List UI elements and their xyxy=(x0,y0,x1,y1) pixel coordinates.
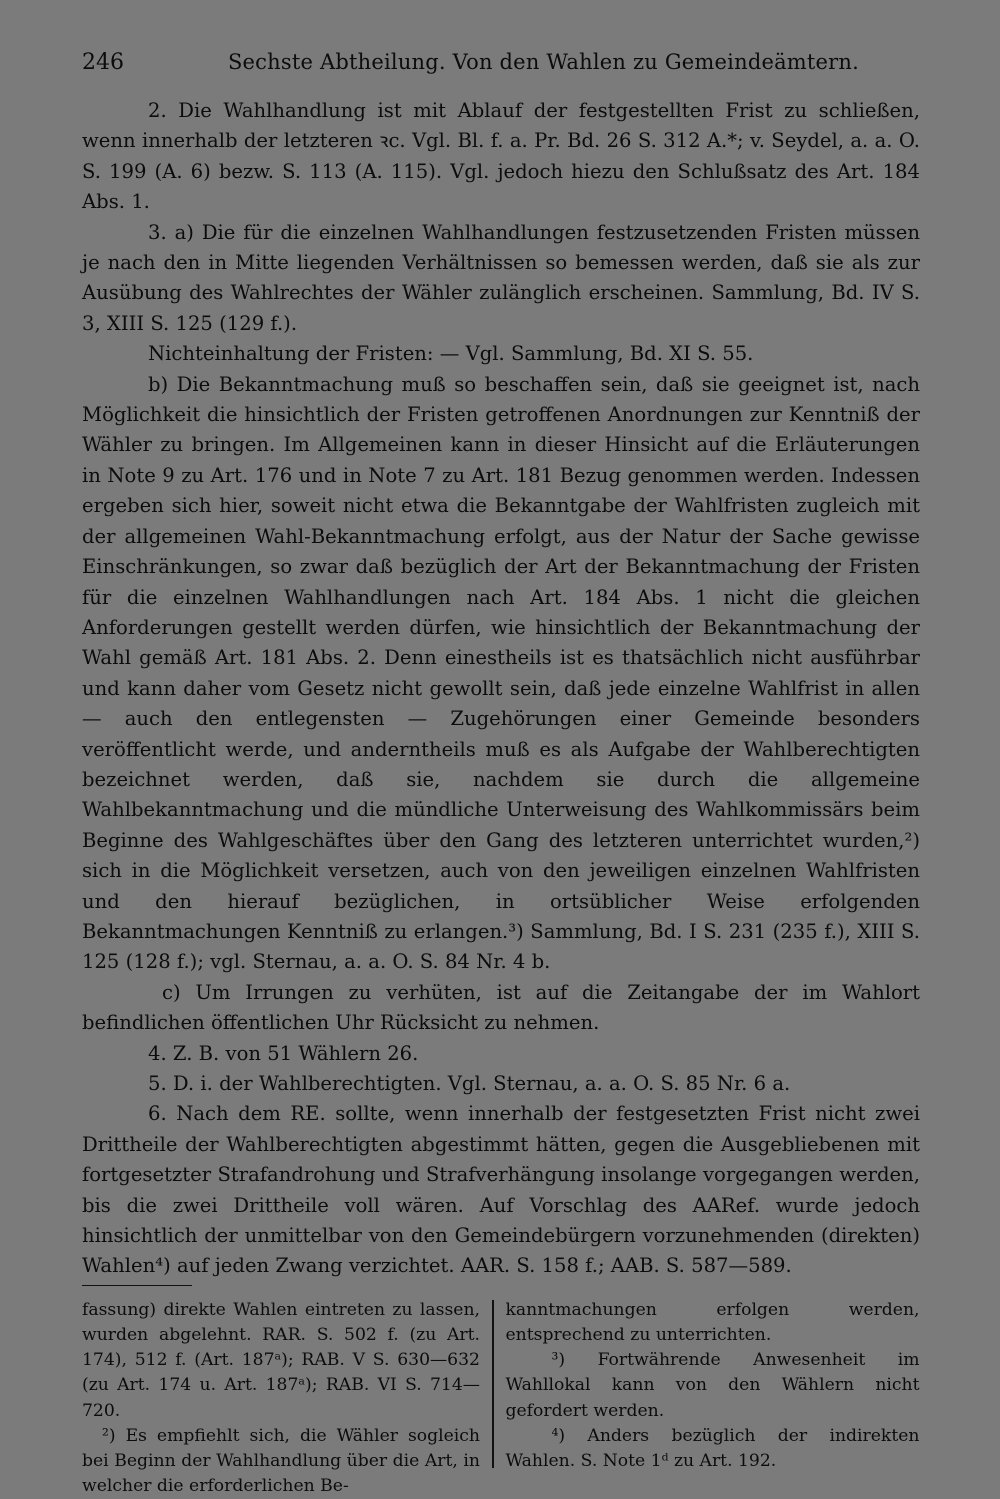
running-title: Sechste Abtheilung. Von den Wahlen zu Gemeindeämtern. xyxy=(227,50,860,74)
footnote-column-right xyxy=(494,1298,920,1499)
note-3b-paragraph: b) Die Bekanntmachung muß so beschaffen sein, daß sie geeignet ist, nach Möglichkeit die hinsichtlich der Fristen getroffenen Anordnungen zur Kenntniß der Wähler zu bringen. Im Allgemeinen kann in dieser Hinsicht auf die Erläuterungen in Note 9 zu Art. 176 und in Note 7 zu Art. 181 Bezug genommen werden. Indessen ergeben sich hier, soweit nicht etwa die Bekanntgabe der Wahlfristen zugleich mit der allgemeinen Wahl-Bekanntmachung erfolgt, aus der Natur der Sache gewisse Einschränkungen, so zwar daß bezüglich der Art der Bekanntmachung der Fristen für die einzelnen Wahlhandlungen nach Art. 184 Abs. 1 nicht die gleichen Anforderungen gestellt werden dürfen, wie hinsichtlich der Bekanntmachung der Wahl gemäß Art. 181 Abs. 2. Denn einestheils ist es thatsächlich nicht ausführbar und kann daher vom Gesetz nicht gewollt sein, daß jede einzelne Wahlfrist in allen — auch den entlegensten — Zugehörungen einer Gemeinde besonders veröffentlicht werde, und anderntheils muß es als Aufgabe der Wahlberechtigten bezeichnet werden, daß sie, nachdem sie durch die allgemeine Wahlbekanntmachung und die mündliche Unterweisung des Wahlkommissärs beim Beginne des Wahlgeschäftes über den Gang des letzteren unterrichtet wurden,²) sich in die Möglichkeit versetzen, auch von den jeweiligen einzelnen Wahlfristen und den hierauf bezüglichen, in ortsüblicher Weise erfolgenden Bekanntmachungen Kenntniß zu erlangen.³) Sammlung, Bd. I S. 231 (235 f.), XIII S. 125 (128 f.); vgl. Sternau, a. a. O. S. 84 Nr. 4 b. xyxy=(82,372,920,974)
footnotes xyxy=(82,1298,920,1499)
footnote-3: ³) Fortwährende Anwesenheit im Wahllokal kann von den Wählern nicht gefordert werden. xyxy=(505,1350,920,1421)
note-6-paragraph: 6. Nach dem RE. sollte, wenn innerhalb der festgesetzten Frist nicht zwei Drittheile der Wahlberechtigten abgestimmt hätten, gegen die Ausgebliebenen mit fortgesetzter Strafandrohung und Strafverhängung insolange vorgegangen werden, bis die zwei Drittheile voll wären. Auf Vorschlag des AARef. wurde jedoch hinsichtlich der unmittelbar von den Gemeindebürgern vorzunehmenden (direkten) Wahlen⁴) auf jeden Zwang verzichtet. AAR. S. 158 f.; AAB. S. 587—589. xyxy=(82,1102,920,1278)
footnote-rule xyxy=(82,1285,192,1286)
main-text xyxy=(82,96,920,1282)
note-5-paragraph: 5. D. i. der Wahlberechtigten. Vgl. Sternau, a. a. O. S. 85 Nr. 6 a. xyxy=(148,1072,791,1095)
note-3c-paragraph: c) Um Irrungen zu verhüten, ist auf die Zeitangabe der im Wahlort befindlichen öffentlichen Uhr Rücksicht zu nehmen. xyxy=(82,980,920,1035)
footnote-2-continuation: kanntmachungen erfolgen werden, entsprechend zu unterrichten. xyxy=(505,1299,920,1346)
footnote-continuation: fassung) direkte Wahlen eintreten zu lassen, wurden abgelehnt. RAR. S. 502 f. (zu Art. 174), 512 f. (Art. 187ᵃ); RAB. V S. 630—632 (zu Art. 174 u. Art. 187ᵃ); RAB. VI S. 714—720. xyxy=(82,1299,480,1421)
note-2-paragraph: 2. Die Wahlhandlung ist mit Ablauf der festgestellten Frist zu schließen, wenn innerhalb der letzteren ꝛc. Vgl. Bl. f. a. Pr. Bd. 26 S. 312 A.*; v. Seydel, a. a. O. S. 199 (A. 6) bezw. S. 113 (A. 115). Vgl. jedoch hiezu den Schlußsatz des Art. 184 Abs. 1. xyxy=(82,99,920,214)
page-number: 246 xyxy=(82,50,124,75)
footnote-4: ⁴) Anders bezüglich der indirekten Wahlen. S. Note 1ᵈ zu Art. 192. xyxy=(505,1425,920,1472)
page-header xyxy=(82,50,920,90)
note-3a-paragraph: 3. a) Die für die einzelnen Wahlhandlungen festzusetzenden Fristen müssen je nach den in Mitte liegenden Verhältnissen so bemessen werden, daß sie als zur Ausübung des Wahlrechtes der Wähler zulänglich erscheinen. Sammlung, Bd. IV S. 3, XIII S. 125 (129 f.). xyxy=(82,220,920,335)
note-3-fristen-paragraph: Nichteinhaltung der Fristen: — Vgl. Sammlung, Bd. XI S. 55. xyxy=(148,342,754,366)
footnote-2: ²) Es empfiehlt sich, die Wähler sogleich bei Beginn der Wahlhandlung über die Art, in welcher die erforderlichen Be- xyxy=(82,1425,480,1497)
note-4-paragraph: 4. Z. B. von 51 Wählern 26. xyxy=(148,1041,419,1065)
footnote-column-left xyxy=(82,1298,492,1499)
